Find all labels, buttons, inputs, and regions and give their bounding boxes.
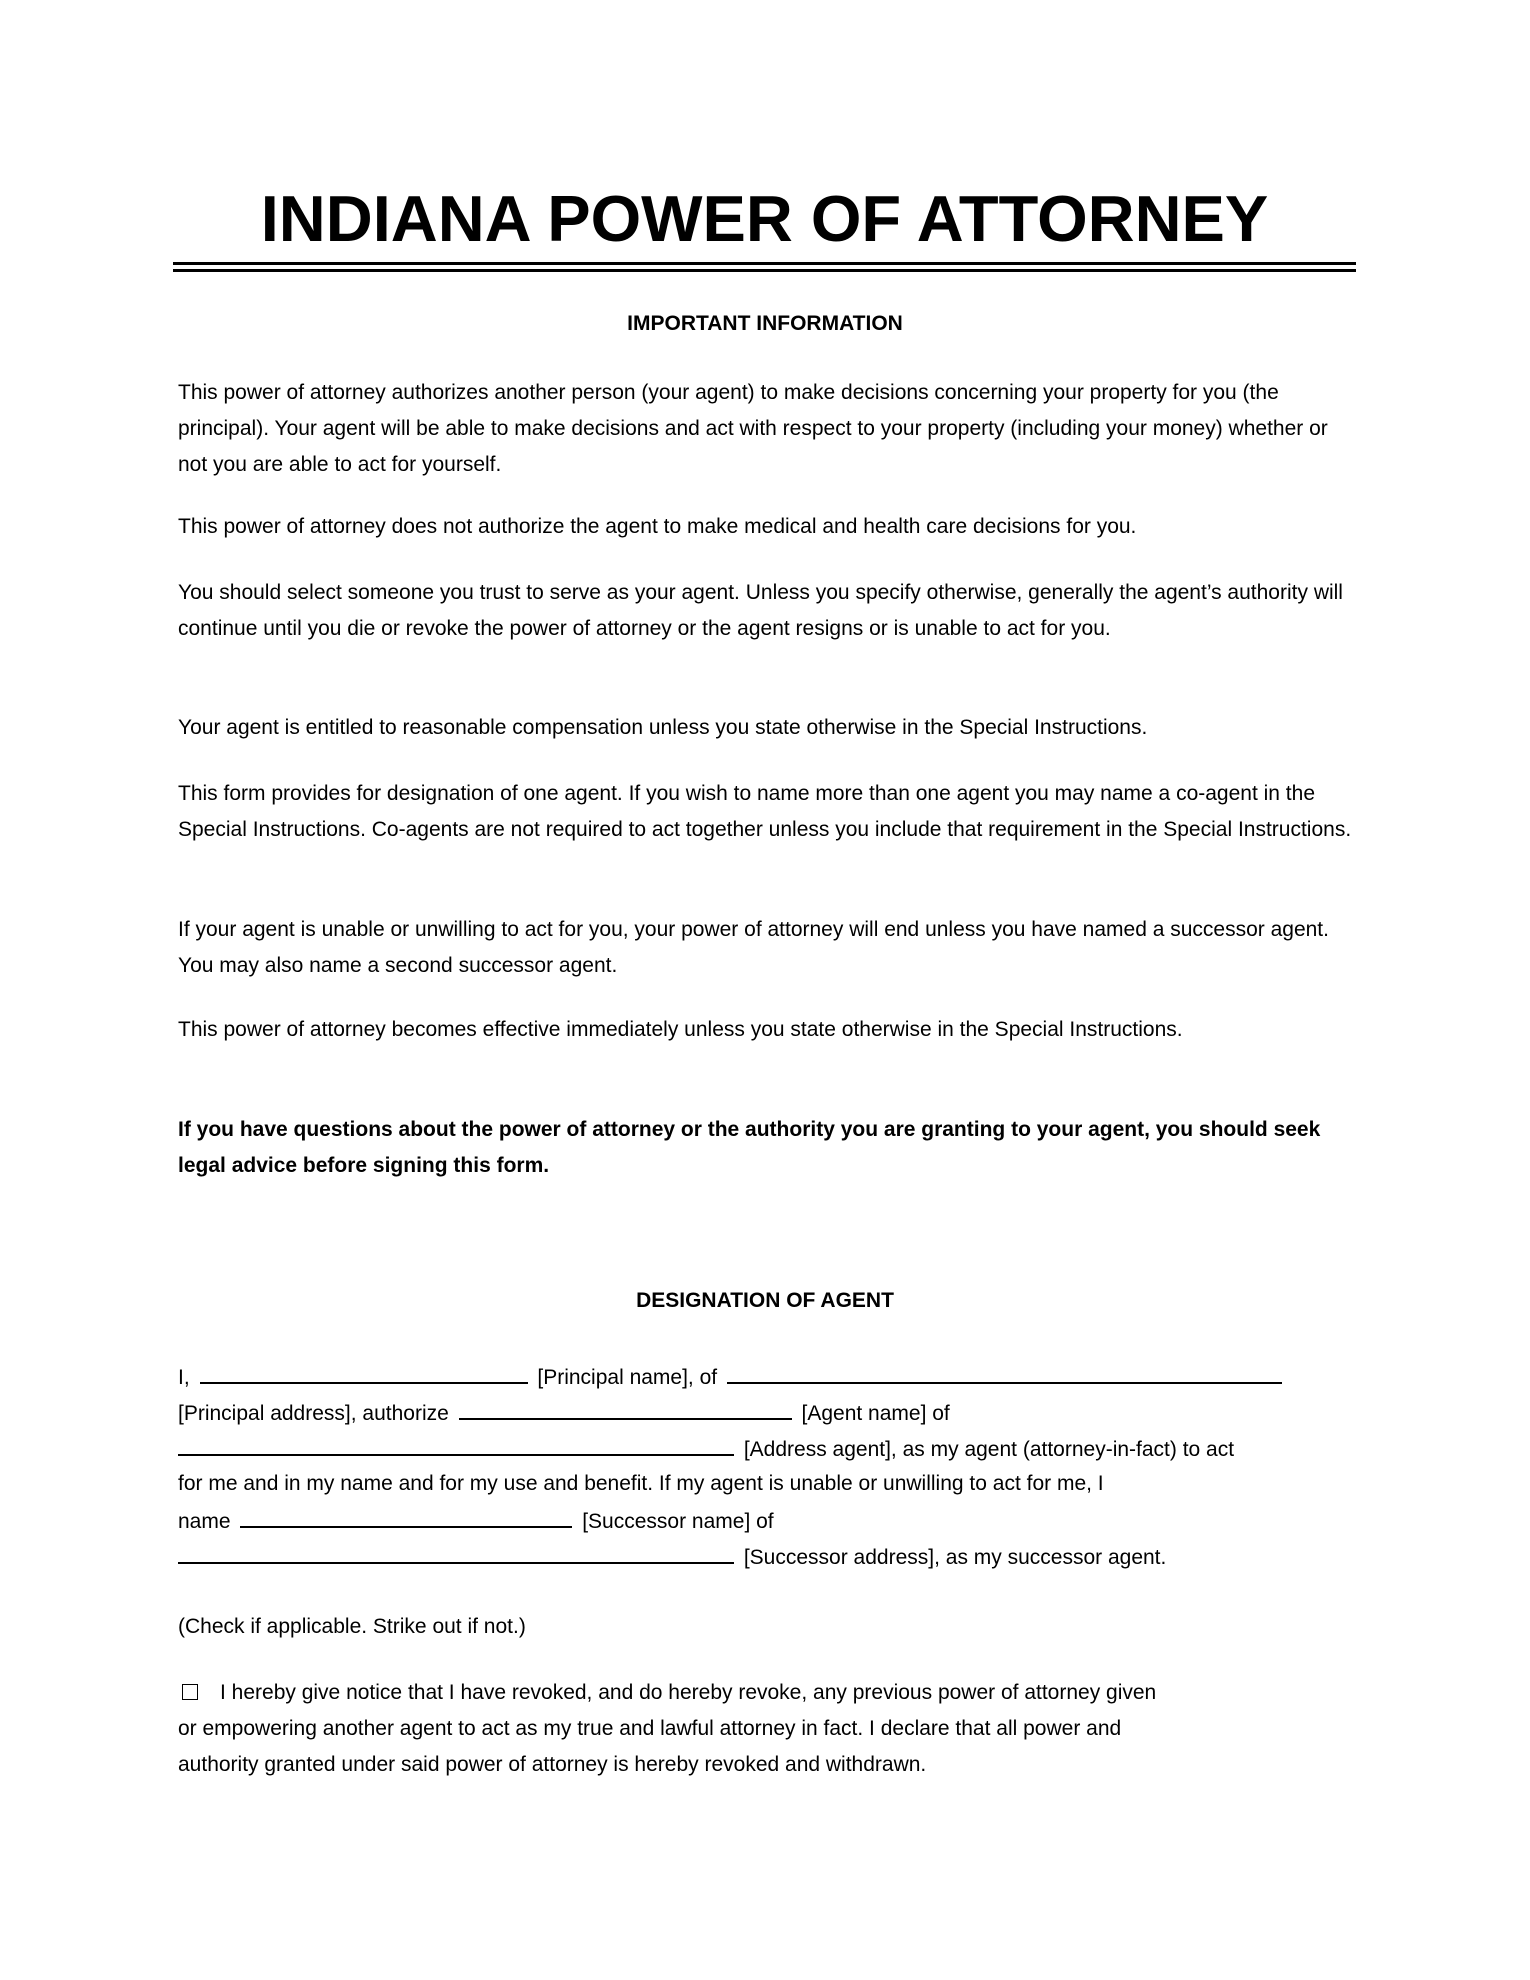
form-line-5 <box>178 1502 1358 1538</box>
title-double-rule <box>173 262 1356 272</box>
principal-address-label: [Principal address], authorize <box>178 1402 449 1425</box>
important-information-heading: IMPORTANT INFORMATION <box>627 312 903 335</box>
revocation-checkbox[interactable] <box>182 1684 198 1700</box>
rule-line-top <box>173 262 1356 265</box>
form-line-3 <box>178 1430 1358 1466</box>
line4-text: for me and in my name and for my use and benefit. If my agent is unable or unwilling to act for me, I <box>178 1472 1104 1495</box>
info-paragraph-2: This power of attorney does not authorize the agent to make medical and health care decisions for you. <box>178 515 1137 538</box>
info-paragraph-3: You should select someone you trust to serve as your agent. Unless you specify otherwise, generally the agent’s authority will continue until you die or revoke the power of attorney or the agent resigns or is unable to act for you. <box>178 581 1343 640</box>
legal-advice-notice: If you have questions about the power of attorney or the authority you are granting to your agent, you should seek legal advice before signing this form. <box>178 1118 1321 1177</box>
info-paragraph-6: If your agent is unable or unwilling to act for you, your power of attorney will end unless you have named a successor agent. You may also name a second successor agent. <box>178 918 1329 977</box>
info-paragraph-1: This power of attorney authorizes another person (your agent) to make decisions concerning your property for you (the principal). Your agent will be able to make decisions and act with respect to your property (including your money) whether or not you are able to act for yourself. <box>178 381 1328 476</box>
form-line-2 <box>178 1394 1358 1430</box>
principal-name-label: [Principal name], of <box>537 1366 718 1389</box>
info-paragraph-7: This power of attorney becomes effective immediately unless you state otherwise in the Special Instructions. <box>178 1018 1183 1041</box>
check-instruction: (Check if applicable. Strike out if not.) <box>178 1615 526 1638</box>
revocation-text-3: authority granted under said power of attorney is hereby revoked and withdrawn. <box>178 1753 927 1776</box>
successor-name-label: [Successor name] of <box>582 1510 774 1533</box>
revocation-line-2 <box>178 1711 1358 1747</box>
form-line-4 <box>178 1466 1358 1502</box>
document-title: INDIANA POWER OF ATTORNEY <box>260 182 1269 255</box>
info-paragraph-4: Your agent is entitled to reasonable compensation unless you state otherwise in the Special Instructions. <box>178 716 1148 739</box>
principal-name-field[interactable] <box>200 1358 528 1384</box>
line5-prefix: name <box>178 1510 231 1533</box>
revocation-text-1: I hereby give notice that I have revoked, and do hereby revoke, any previous power of attorney given <box>220 1681 1157 1704</box>
designation-of-agent-heading: DESIGNATION OF AGENT <box>636 1289 894 1312</box>
line1-prefix: I, <box>178 1366 190 1389</box>
info-paragraph-5: This form provides for designation of one agent. If you wish to name more than one agent you may name a co-agent in the Special Instructions. Co-agents are not required to act together unless you include that requirement in the Special Instructions. <box>178 782 1352 841</box>
principal-address-field[interactable] <box>727 1358 1282 1384</box>
revocation-line-1 <box>178 1675 1358 1711</box>
form-line-1 <box>178 1358 1358 1394</box>
agent-name-label: [Agent name] of <box>801 1402 950 1425</box>
designation-form <box>178 1358 1358 1574</box>
agent-name-field[interactable] <box>459 1394 792 1420</box>
revocation-text-2: or empowering another agent to act as my true and lawful attorney in fact. I declare that all power and <box>178 1717 1122 1740</box>
revocation-line-3 <box>178 1747 1358 1783</box>
agent-address-label: [Address agent], as my agent (attorney-in-fact) to act <box>743 1438 1235 1461</box>
rule-line-bottom <box>173 269 1356 272</box>
revocation-clause <box>178 1675 1358 1783</box>
successor-address-field[interactable] <box>178 1538 734 1564</box>
agent-address-field[interactable] <box>178 1430 734 1456</box>
successor-name-field[interactable] <box>240 1502 572 1528</box>
successor-address-label: [Successor address], as my successor agent. <box>743 1546 1167 1569</box>
form-line-6 <box>178 1538 1358 1574</box>
